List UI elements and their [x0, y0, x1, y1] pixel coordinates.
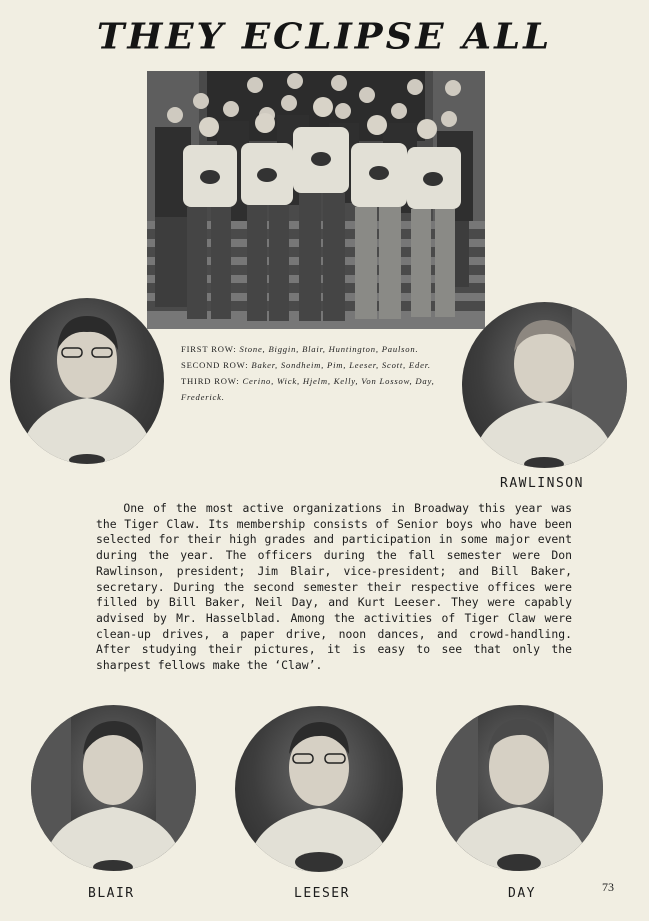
portrait-rawlinson-image — [462, 302, 627, 468]
page-title: THEY ECLIPSE ALL — [96, 15, 553, 57]
caption-first-row-names: Stone, Biggin, Blair, Huntington, Paulson. — [239, 344, 419, 354]
portrait-day-image — [436, 705, 603, 871]
group-photo — [147, 71, 485, 329]
portrait-name-blair: BLAIR — [88, 886, 135, 901]
portrait-name-day: DAY — [508, 886, 536, 901]
article-paragraph: One of the most active organizations in Broadway this year was the Tiger Claw. Its membership consists of Senior boys who have been selected for their high grades and participation in some major event during the year. The officers during the fall semester were Don Rawlinson, president; Jim Blair, vice-president; and Bill Baker, secretary. During the second semester their respective offices were filled by Bill Baker, Neil Day, and Kurt Leeser. They were capably advised by Mr. Hasselblad. Among the activities of Tiger Claw were clean-up drives, a paper drive, noon dances, and crowd-handling. After studying their pictures, it is easy to see that only the sharpest fellows make the ‘Claw’. — [96, 501, 572, 673]
caption-third-row-names: Cerino, Wick, Hjelm, Kelly, Von Lossow, Day, Frederick. — [181, 376, 435, 402]
caption-second-row-names: Baker, Sondheim, Pim, Leeser, Scott, Eder. — [251, 360, 431, 370]
caption-first-row-label: FIRST ROW: — [181, 344, 237, 354]
portrait-name-leeser: LEESER — [294, 886, 350, 901]
group-photo-caption — [181, 341, 456, 405]
portrait-photo-day — [436, 705, 603, 871]
portrait-name-rawlinson: RAWLINSON — [500, 476, 584, 491]
portrait-photo-leeser — [235, 706, 403, 872]
caption-third-row-label: THIRD ROW: — [181, 376, 240, 386]
page-number: 73 — [602, 880, 614, 894]
caption-second-row-label: SECOND ROW: — [181, 360, 249, 370]
article-text — [96, 501, 572, 674]
portrait-leeser-image — [235, 706, 403, 872]
portrait-photo-blair — [31, 705, 196, 871]
portrait-blair-image — [31, 705, 196, 871]
portrait-photo-rawlinson — [462, 302, 627, 468]
portrait-photo-left — [10, 298, 164, 464]
portrait-left-image — [10, 298, 164, 464]
group-photo-image — [147, 71, 485, 329]
